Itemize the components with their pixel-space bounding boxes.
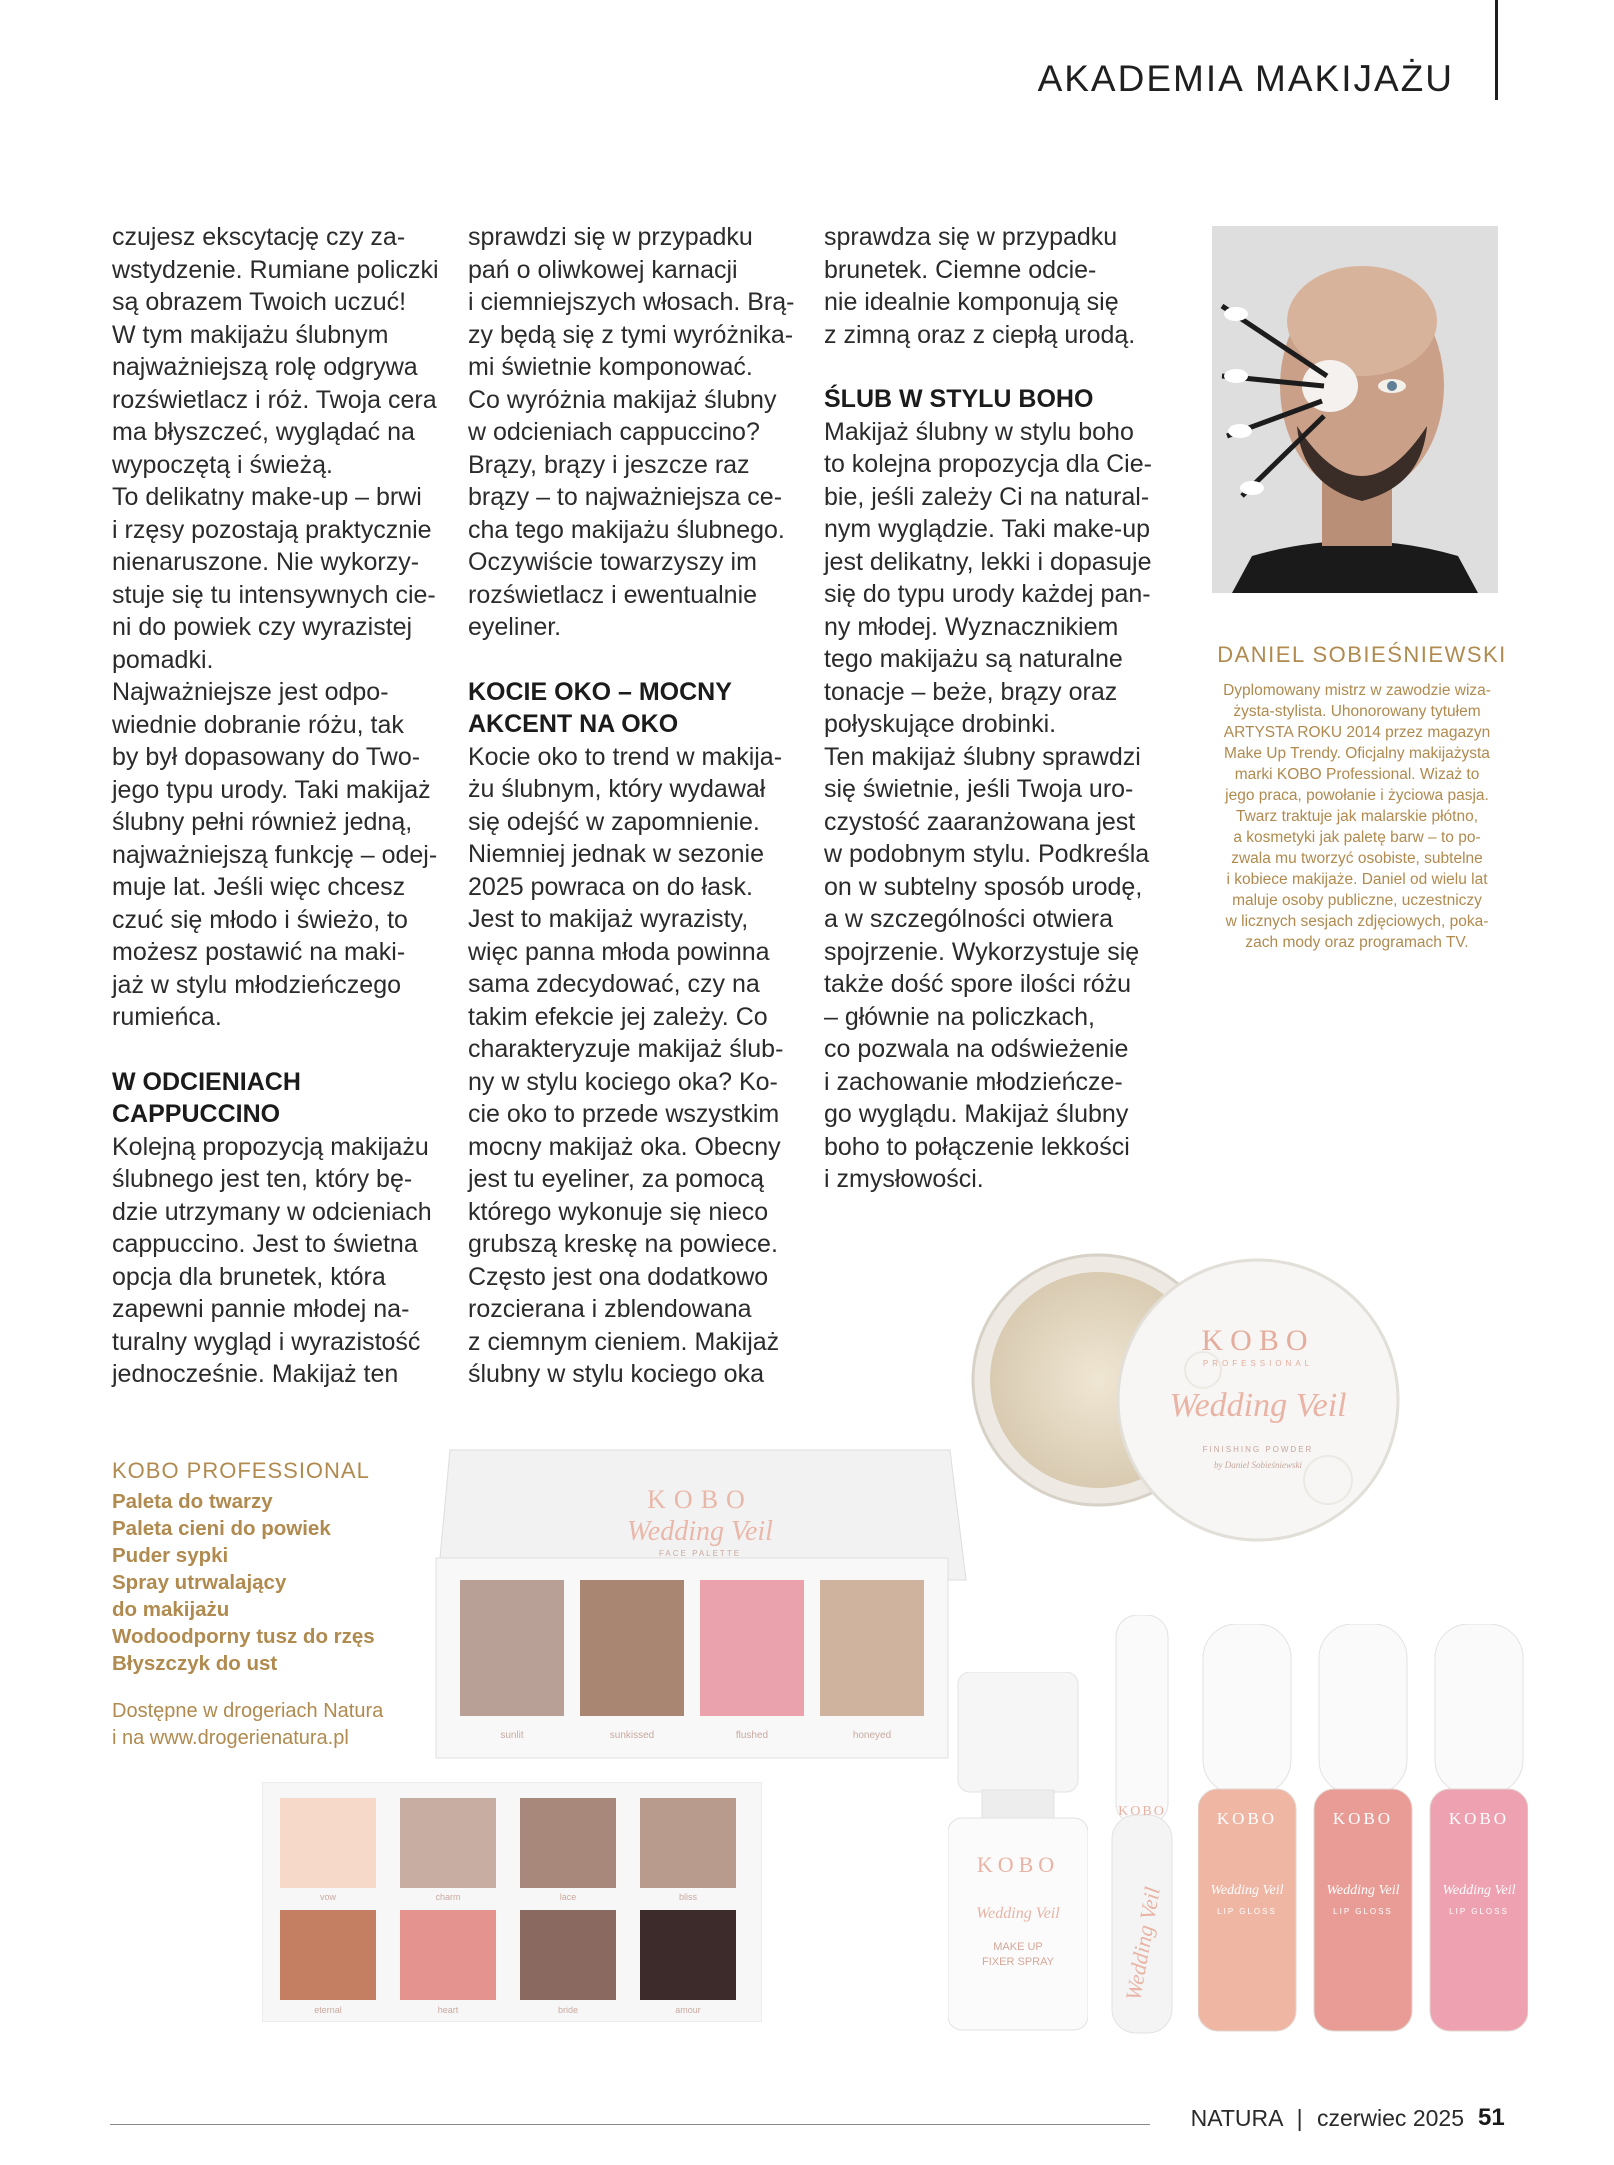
subheading-cat-eye: KOCIE OKO – MOCNY AKCENT NA OKO <box>468 677 732 738</box>
article-column-3 <box>824 221 1164 1196</box>
face-shade-pan <box>460 1580 564 1716</box>
list-item: Błyszczyk do ust <box>112 1652 278 1675</box>
eye-shade-pan <box>520 1910 616 2000</box>
shade-label: flushed <box>735 1730 769 1741</box>
kobo-logo: KOBO <box>1448 1809 1510 1828</box>
product-type: LIP GLOSS <box>1217 1907 1277 1916</box>
subheading-cappuccino: W ODCIENIACH CAPPUCCINO <box>112 1067 301 1128</box>
product-script: Wedding Veil <box>1169 1387 1347 1424</box>
eye-shade-pan <box>400 1798 496 1888</box>
list-item: Puder sypki <box>112 1544 229 1567</box>
kobo-logo: KOBO <box>1118 1804 1166 1819</box>
mascara-tube <box>1102 1615 1182 2035</box>
product-type: FINISHING POWDER <box>1202 1445 1314 1454</box>
product-type: LIP GLOSS <box>1333 1907 1393 1916</box>
product-brand: KOBO PROFESSIONAL <box>112 1458 370 1483</box>
footer-separator: | <box>1296 2105 1303 2131</box>
product-type: LIP GLOSS <box>1449 1907 1509 1916</box>
eye-shade-pan <box>280 1910 376 2000</box>
list-item: Spray utrwalający <box>112 1571 287 1594</box>
subheading-boho: ŚLUB W STYLU BOHO <box>824 385 1094 413</box>
paragraph: sprawdzi się w przypadku pań o oliwkowej karnacji i ciemniejszych włosach. Brą- zy będą się z tymi wyróżnika- mi świetnie komponować. Co wyróżnia makijaż ślubny w odcieniach cappuccino? Brązy, brązy i jeszcze raz brązy – to najważniejsza ce- cha tego makijażu ślubnego. Oczywiście towarzyszy im rozświetlacz i ewentualnie eyeliner. <box>468 223 795 641</box>
shade-label: honeyed <box>852 1730 892 1741</box>
paragraph: Makijaż ślubny w stylu boho to kolejna propozycja dla Cie- bie, jeśli zależy Ci na natural- nym wyglądzie. Taki make-up jest delikatny, lekki i dopasuje się do typu urody każdej pan- ny młodej. Wyznacznikiem tego makijażu są naturalne tonacje – beże, brązy oraz połyskujące drobinki. Ten makijaż ślubny sprawdzi się świetnie, jeśli Twoja uro- czystość zaaranżowana jest w podobnym stylu. Podkreśla on w subtelny sposób urodę, a w szczególności otwiera spojrzenie. Wykorzystuje się także dość spore ilości różu – głównie na policzkach, co pozwala na odświeżenie i zachowanie młodzieńcze- go wyglądu. Makijaż ślubny boho to połączenie lekkości i zmysłowości. <box>824 417 1152 1193</box>
author-photo <box>1212 226 1498 593</box>
product-script: Wedding Veil <box>1326 1883 1400 1898</box>
availability-note: Dostępne w drogeriach Natura i na www.drogerienatura.pl <box>112 1700 384 1749</box>
page-number: 51 <box>1478 2104 1505 2131</box>
face-shade-pan <box>580 1580 684 1716</box>
eye-shade-pan <box>400 1910 496 2000</box>
product-list <box>112 1488 375 1677</box>
product-type: FACE PALETTE <box>658 1549 742 1558</box>
list-item: do makijażu <box>112 1598 230 1621</box>
list-item: Wodoodporny tusz do rzęs <box>112 1625 375 1648</box>
paragraph: Kolejną propozycją makijażu ślubnego jest ten, który bę- dzie utrzymany w odcieniach cappuccino. Jest to świetna opcja dla brunetek, która zapewni pannie młodej na- turalny wygląd i wyrazistość jednocześnie. Makijaż ten <box>112 1132 432 1388</box>
footer-rule <box>110 2124 1150 2125</box>
shade-label: bliss <box>678 1892 698 1902</box>
kobo-logo: KOBO <box>647 1485 753 1514</box>
professional-label: PROFESSIONAL <box>1202 1359 1314 1368</box>
author-bio: Dyplomowany mistrz w zawodzie wiza- żysta-stylista. Uhonorowany tytułem ARTYSTA ROKU 2014 przez magazyn Make Up Trendy. Oficjalny makijażysta marki KOBO Professional. Wizaż to jego praca, powołanie i życiowa pasja. Twarz traktuje jak malarskie płótno, a kosmetyki jak paletę barw – to po- zwala mu tworzyć osobiste, subtelne i kobiece makijaże. Daniel od wielu lat maluje osoby publiczne, uczestniczy w licznych sesjach zdjęciowych, poka- zach mody oraz programach TV. <box>1223 682 1491 951</box>
product-script: Wedding Veil <box>1210 1883 1284 1898</box>
article-column-2 <box>468 221 808 1391</box>
kobo-logo: KOBO <box>1332 1809 1394 1828</box>
paragraph: czujesz ekscytację czy za- wstydzenie. Rumiane policzki są obrazem Twoich uczuć! W tym makijażu ślubnym najważniejszą rolę odgrywa rozświetlacz i róż. Twoja cera ma błyszczeć, wyglądać na wypoczętą i świeżą. To delikatny make-up – brwi i rzęsy pozostają praktycznie nienaruszone. Nie wykorzy- stuje się tu intensywnych cie- ni do powiek czy wyrazistej pomadki. Najważniejsze jest odpo- wiednie dobranie różu, tak by był dopasowany do Two- jego typu urody. Taki makijaż ślubny pełni również jedną, najważniejszą funkcję – odej- muje lat. Jeśli więc chcesz czuć się młodo i świeżo, to możesz postawić na maki- jaż w stylu młodzieńczego rumieńca. <box>112 223 439 1031</box>
kobo-logo: KOBO <box>976 1852 1060 1877</box>
loose-powder-jar <box>968 1250 1408 1550</box>
face-palette <box>410 1440 970 1760</box>
product-script: Wedding Veil <box>1120 1885 1165 2003</box>
face-shade-pan <box>700 1580 804 1716</box>
shade-label: lace <box>559 1892 577 1902</box>
shade-label: charm <box>435 1892 461 1902</box>
shade-label: sunkissed <box>609 1730 655 1741</box>
eye-shade-pan <box>280 1798 376 1888</box>
eyeshadow-palette <box>262 1782 762 2022</box>
list-item: Paleta do twarzy <box>112 1490 273 1513</box>
kobo-logo: KOBO <box>1201 1324 1315 1357</box>
fixer-spray-bottle <box>948 1672 1088 2032</box>
shade-label: amour <box>675 2005 701 2015</box>
lip-gloss-set <box>1198 1624 1528 2034</box>
eye-shade-pan <box>640 1798 736 1888</box>
shade-label: vow <box>319 1892 337 1902</box>
product-script: Wedding Veil <box>1442 1883 1516 1898</box>
footer-issue <box>1191 2105 1464 2132</box>
signature: by Daniel Sobieśniewski <box>1214 1460 1302 1470</box>
spray-label-2: FIXER SPRAY <box>982 1956 1054 1968</box>
spray-label-1: MAKE UP <box>993 1941 1043 1953</box>
shade-label: heart <box>437 2005 459 2015</box>
list-item: Paleta cieni do powiek <box>112 1517 331 1540</box>
section-title: AKADEMIA MAKIJAŻU <box>1037 58 1454 99</box>
eye-shade-pan <box>640 1910 736 2000</box>
article-column-1 <box>112 221 452 1391</box>
product-script: Wedding Veil <box>627 1516 773 1547</box>
kobo-logo: KOBO <box>1216 1809 1278 1828</box>
face-shade-pan <box>820 1580 924 1716</box>
eye-shade-pan <box>520 1798 616 1888</box>
author-name: DANIEL SOBIEŚNIEWSKI <box>1217 642 1507 667</box>
shade-label: bride <box>557 2005 579 2015</box>
header-rule <box>1495 0 1498 100</box>
magazine-name: NATURA <box>1190 2105 1283 2131</box>
shade-label: eternal <box>314 2005 342 2015</box>
paragraph: sprawdza się w przypadku brunetek. Ciemne odcie- nie idealnie komponują się z zimną oraz z ciepłą urodą. <box>824 223 1136 349</box>
product-script: Wedding Veil <box>976 1905 1060 1922</box>
paragraph: Kocie oko to trend w makija- żu ślubnym, który wydawał się odejść w zapomnienie. Niemniej jednak w sezonie 2025 powraca on do łask. Jest to makijaż wyrazisty, więc panna młoda powinna sama zdecydować, czy na takim efekcie jej zależy. Co charakteryzuje makijaż ślub- ny w stylu kociego oka? Ko- cie oko to przede wszystkim mocny makijaż oka. Obecny jest tu eyeliner, za pomocą którego wykonuje się nieco grubszą kreskę na powiece. Często jest ona dodatkowo rozcierana i zblendowana z ciemnym cieniem. Makijaż ślubny w stylu kociego oka <box>468 742 784 1388</box>
issue-date: czerwiec 2025 <box>1316 2105 1464 2131</box>
shade-label: sunlit <box>500 1730 524 1741</box>
